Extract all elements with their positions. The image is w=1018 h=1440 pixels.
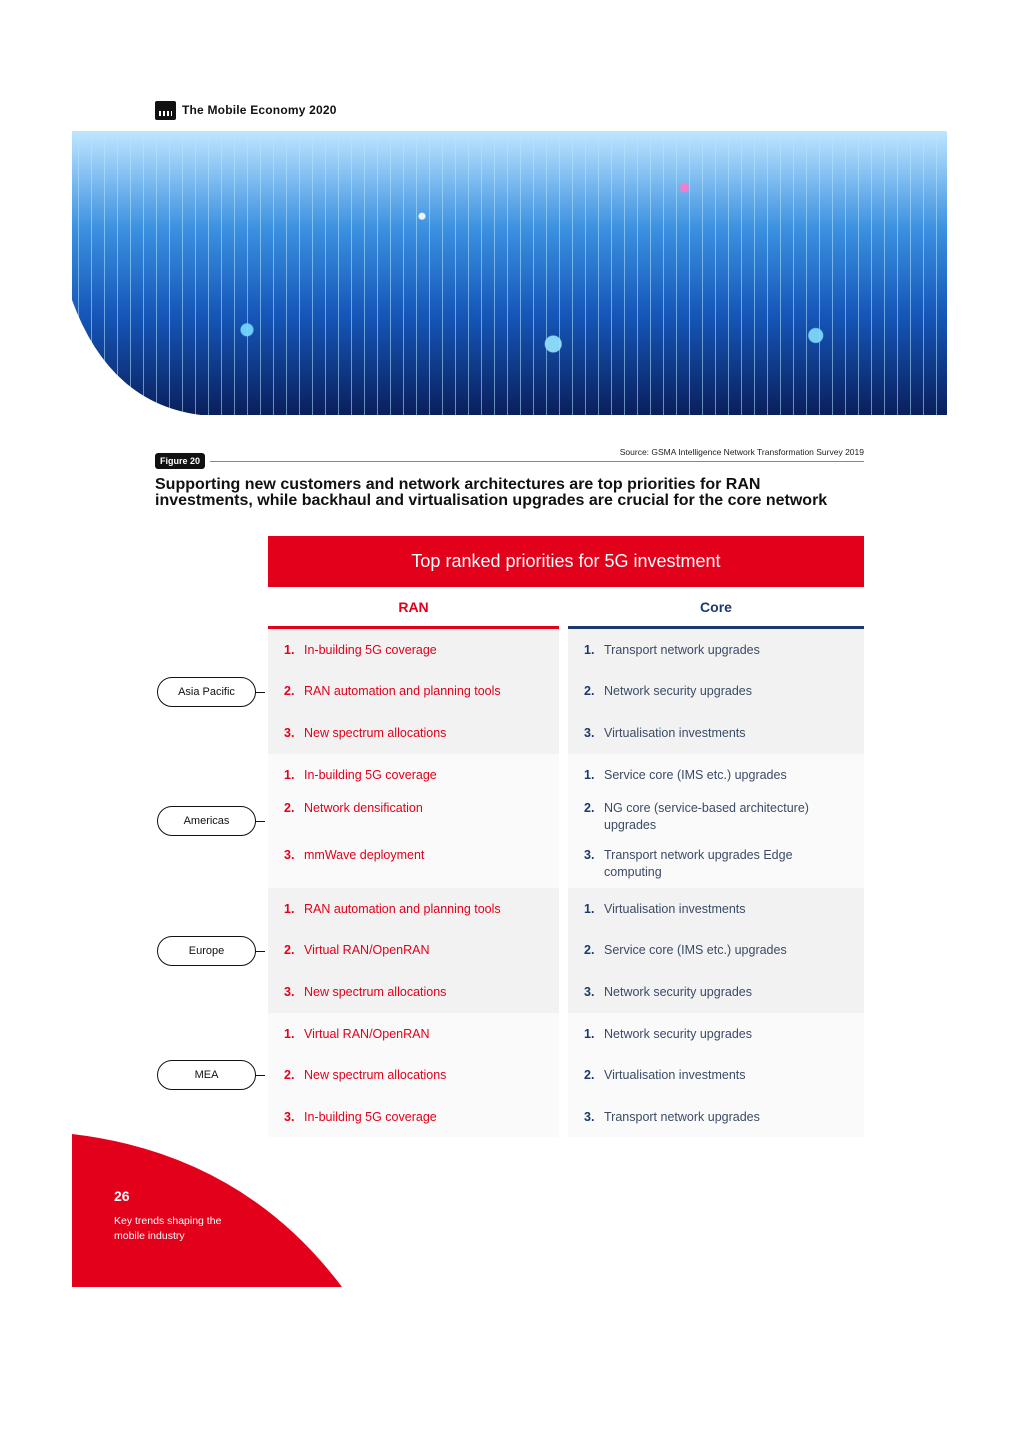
- priority-number: 1.: [284, 1027, 295, 1041]
- priority-item: [284, 901, 549, 918]
- table-cell-core: [568, 754, 864, 888]
- priority-number: 1.: [584, 643, 595, 657]
- priority-item: [584, 1026, 849, 1043]
- priority-item: [584, 901, 849, 918]
- priority-text: Virtual RAN/OpenRAN: [304, 943, 430, 957]
- priority-item: [584, 800, 849, 834]
- priority-item: [584, 984, 849, 1001]
- priority-item: [284, 1026, 549, 1043]
- priority-number: 2.: [284, 801, 295, 815]
- priority-number: 2.: [584, 943, 595, 957]
- priority-item: [584, 642, 849, 659]
- priority-number: 3.: [284, 1110, 295, 1124]
- priority-item: [284, 725, 549, 742]
- priority-item: [284, 984, 549, 1001]
- priority-number: 2.: [584, 684, 595, 698]
- priority-number: 3.: [284, 726, 295, 740]
- priority-item: [284, 800, 549, 817]
- page-number: 26: [114, 1188, 130, 1204]
- priority-number: 3.: [584, 1110, 595, 1124]
- priority-item: [584, 847, 849, 881]
- figure-badge: Figure 20: [155, 453, 205, 469]
- table-cell-ran: [268, 1013, 559, 1137]
- priority-number: 1.: [284, 768, 295, 782]
- priority-text: mmWave deployment: [304, 848, 425, 862]
- footer-red-shape: [72, 1134, 342, 1287]
- priority-item: [284, 942, 549, 959]
- priority-item: [584, 1109, 849, 1126]
- priority-number: 1.: [584, 902, 595, 916]
- priority-text: NG core (service-based architecture) upgrades: [604, 801, 809, 832]
- priority-number: 2.: [584, 801, 595, 815]
- priority-item: [284, 642, 549, 659]
- priority-item: [284, 767, 549, 784]
- core-column-header: Core: [700, 599, 732, 615]
- report-title: The Mobile Economy 2020: [182, 103, 337, 117]
- priority-number: 2.: [584, 1068, 595, 1082]
- region-connector: [255, 951, 265, 952]
- report-logo-icon: [155, 101, 176, 120]
- region-connector: [255, 692, 265, 693]
- priority-text: Virtualisation investments: [604, 1068, 746, 1082]
- priority-text: In-building 5G coverage: [304, 643, 437, 657]
- priority-text: In-building 5G coverage: [304, 768, 437, 782]
- priority-text: RAN automation and planning tools: [304, 684, 501, 698]
- priority-item: [584, 683, 849, 700]
- priority-number: 2.: [284, 943, 295, 957]
- ran-column-header: RAN: [398, 599, 429, 615]
- figure-source: Source: GSMA Intelligence Network Transformation Survey 2019: [619, 447, 864, 457]
- table-cell-core: [568, 888, 864, 1013]
- table-cell-ran: [268, 888, 559, 1013]
- priority-text: New spectrum allocations: [304, 726, 447, 740]
- region-label: Europe: [157, 936, 256, 966]
- priority-item: [584, 942, 849, 959]
- region-label: Americas: [157, 806, 256, 836]
- priority-number: 2.: [284, 1068, 295, 1082]
- priority-text: Network security upgrades: [604, 684, 752, 698]
- priority-number: 1.: [284, 643, 295, 657]
- page-caption: Key trends shaping the mobile industry: [114, 1215, 222, 1242]
- priority-number: 3.: [284, 985, 295, 999]
- priority-text: Service core (IMS etc.) upgrades: [604, 768, 787, 782]
- priority-text: Transport network upgrades Edge computing: [604, 848, 793, 879]
- priority-text: RAN automation and planning tools: [304, 902, 501, 916]
- priority-item: [584, 767, 849, 784]
- priority-item: [584, 725, 849, 742]
- priority-text: Virtual RAN/OpenRAN: [304, 1027, 430, 1041]
- table-cell-core: [568, 629, 864, 754]
- hero-corner-curve: [72, 300, 332, 440]
- table-cell-ran: [268, 754, 559, 888]
- priority-number: 3.: [584, 985, 595, 999]
- priority-number: 1.: [584, 768, 595, 782]
- priority-item: [284, 1067, 549, 1084]
- figure-title: Supporting new customers and network architectures are top priorities for RAN investments, while backhaul and virtualisation upgrades are crucial for the core network: [155, 476, 828, 509]
- priority-number: 1.: [284, 902, 295, 916]
- priority-text: Virtualisation investments: [604, 726, 746, 740]
- priority-item: [284, 683, 549, 700]
- priority-text: Network densification: [304, 801, 423, 815]
- priority-text: Virtualisation investments: [604, 902, 746, 916]
- priority-text: New spectrum allocations: [304, 985, 447, 999]
- priority-text: Network security upgrades: [604, 1027, 752, 1041]
- figure-rule: [210, 461, 864, 462]
- region-label: Asia Pacific: [157, 677, 256, 707]
- priority-number: 2.: [284, 684, 295, 698]
- priority-number: 1.: [584, 1027, 595, 1041]
- priority-text: Network security upgrades: [604, 985, 752, 999]
- priority-number: 3.: [284, 848, 295, 862]
- table-cell-core: [568, 1013, 864, 1137]
- region-connector: [255, 821, 265, 822]
- table-cell-ran: [268, 629, 559, 754]
- priority-text: New spectrum allocations: [304, 1068, 447, 1082]
- table-banner: Top ranked priorities for 5G investment: [268, 536, 864, 587]
- region-label: MEA: [157, 1060, 256, 1090]
- region-connector: [255, 1075, 265, 1076]
- priority-text: Transport network upgrades: [604, 1110, 760, 1124]
- priority-number: 3.: [584, 726, 595, 740]
- priority-text: In-building 5G coverage: [304, 1110, 437, 1124]
- priority-number: 3.: [584, 848, 595, 862]
- priority-text: Service core (IMS etc.) upgrades: [604, 943, 787, 957]
- priority-item: [284, 847, 549, 864]
- priority-item: [584, 1067, 849, 1084]
- priority-item: [284, 1109, 549, 1126]
- priority-text: Transport network upgrades: [604, 643, 760, 657]
